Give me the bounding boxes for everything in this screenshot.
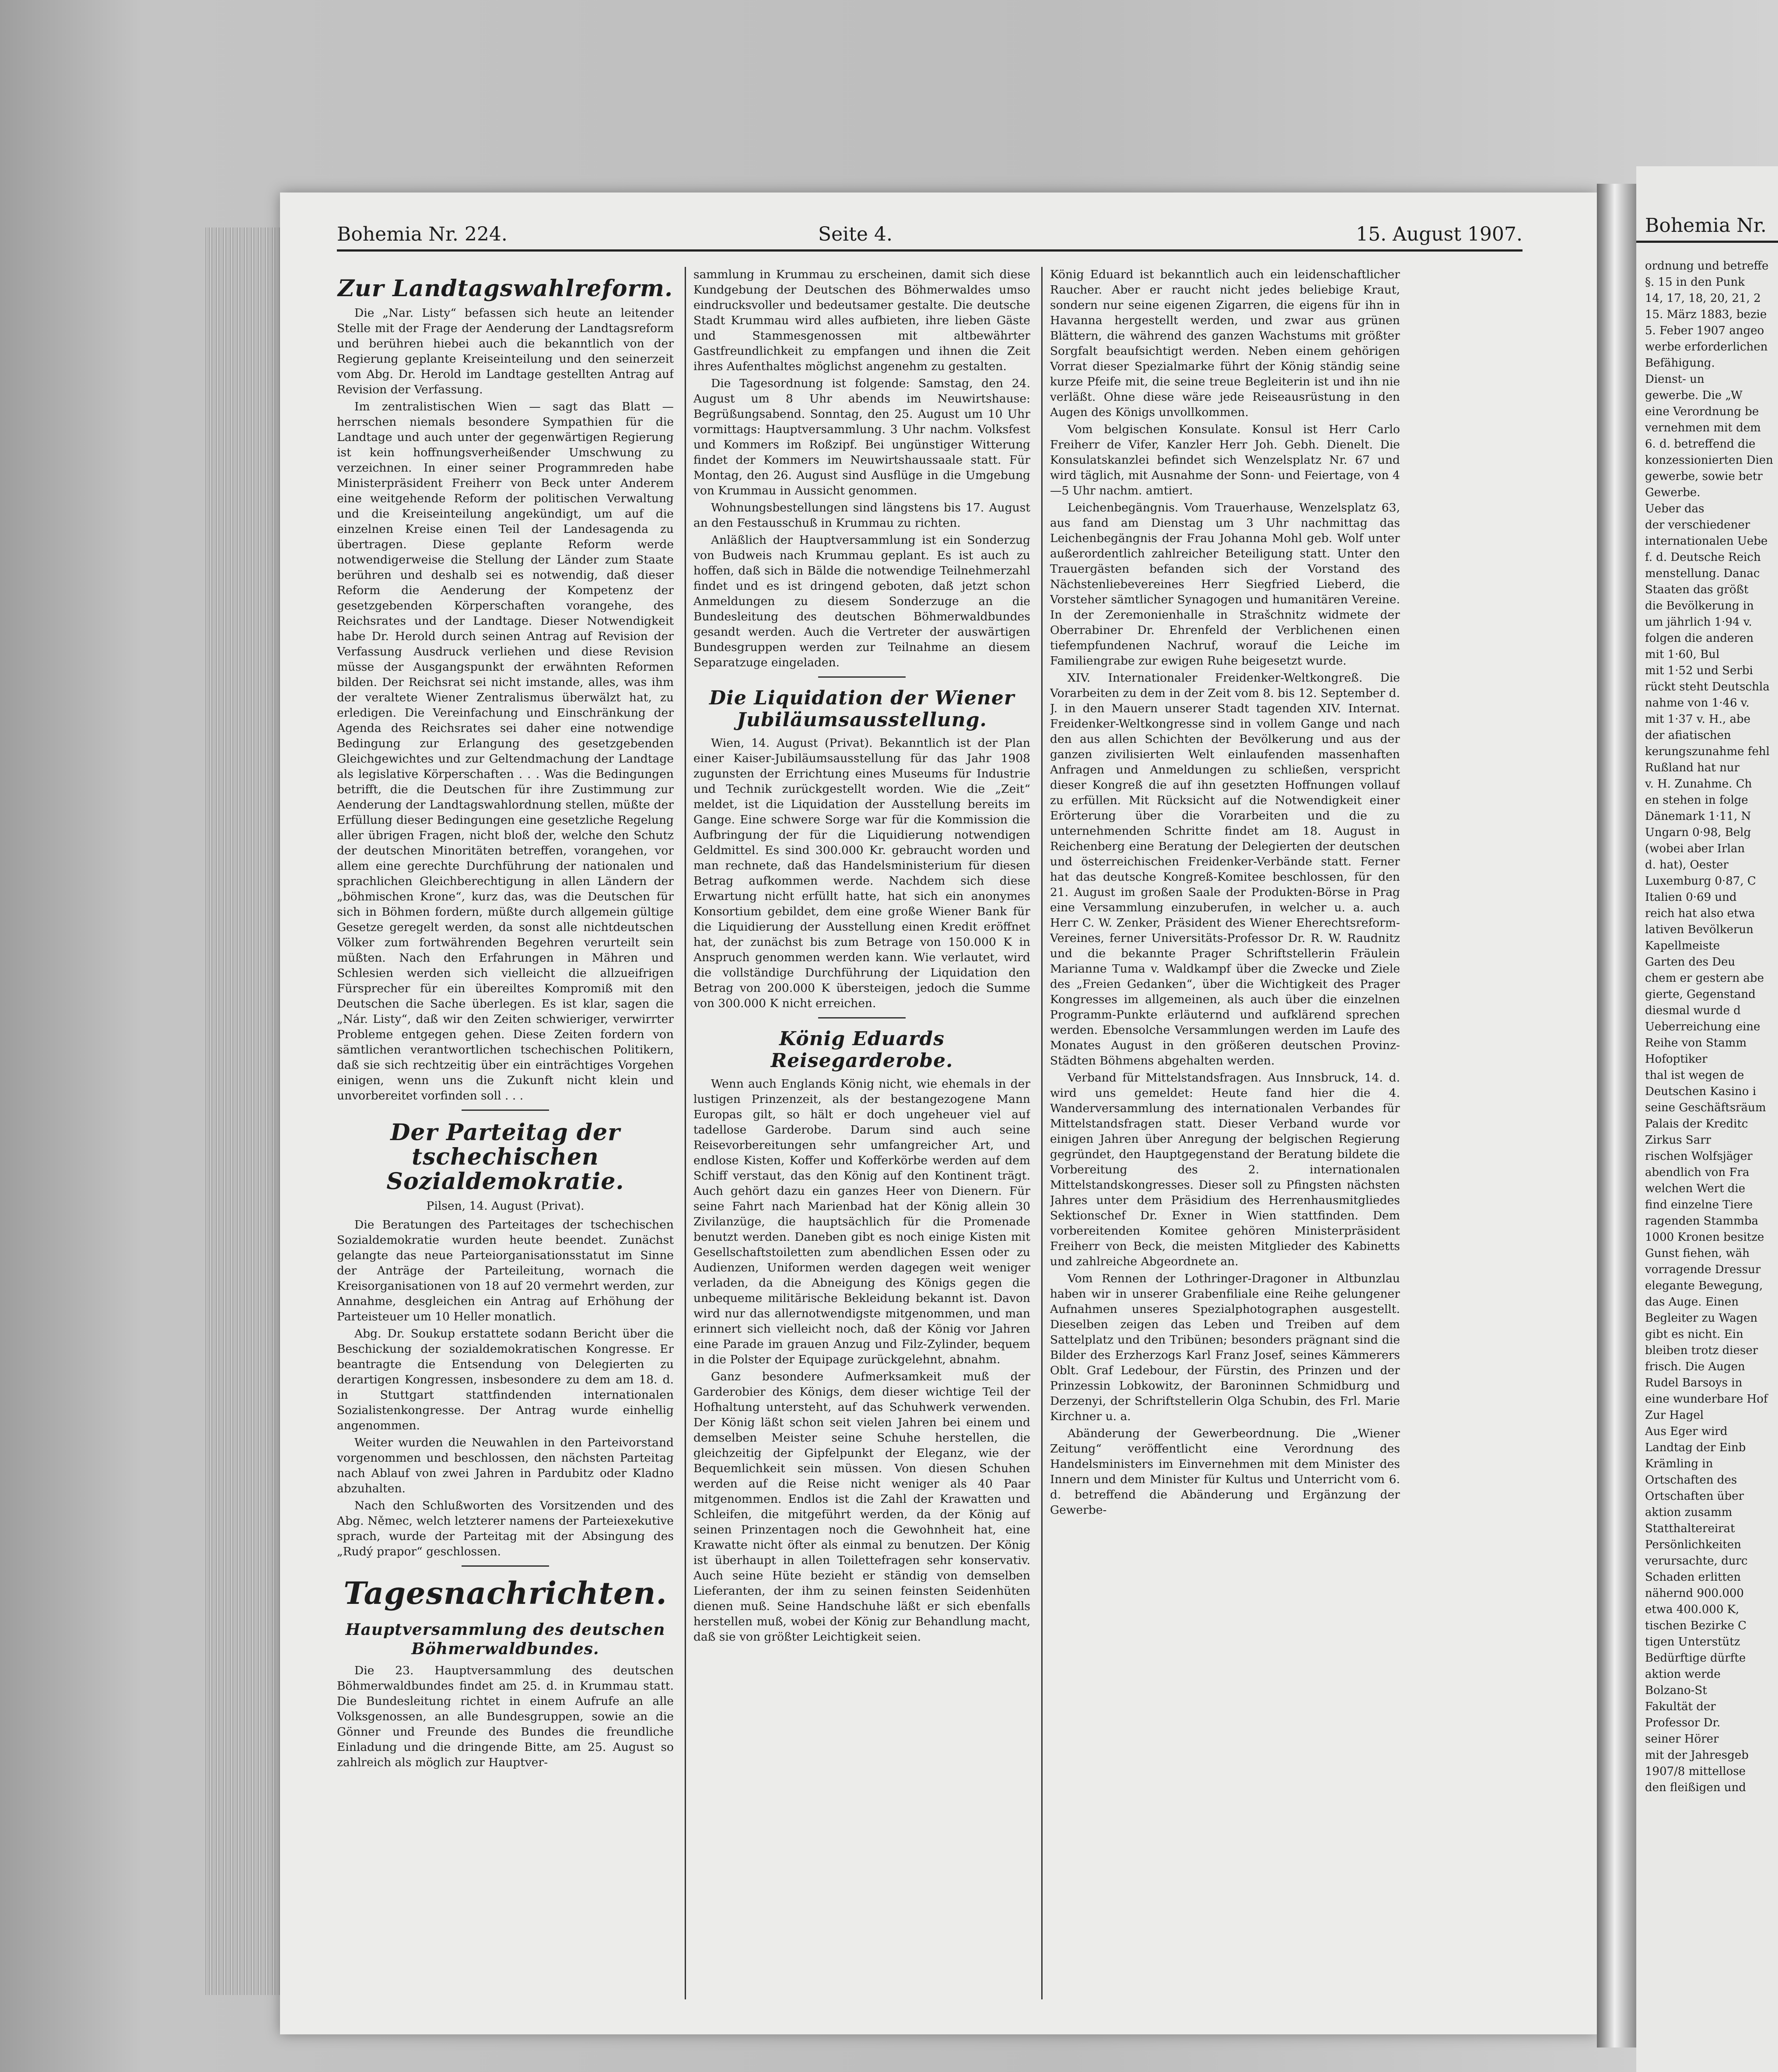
paragraph: Wohnungsbestellungen sind längstens bis 17. August an den Festausschuß in Krummau zu richten. <box>693 501 1030 530</box>
facing-page-line: Zirkus Sarr <box>1645 1134 1712 1147</box>
article-separator <box>818 1017 906 1018</box>
facing-page-line: nähernd 900.000 <box>1645 1587 1744 1600</box>
facing-page-line: aktion werde <box>1645 1668 1721 1681</box>
facing-page-line: seine Geschäftsräum <box>1645 1101 1766 1114</box>
facing-page-line: rückt steht Deutschla <box>1645 680 1770 693</box>
facing-page-line: gewerbe. Die „W <box>1645 389 1743 402</box>
facing-page-line: Krämling in <box>1645 1457 1713 1470</box>
facing-page-line: diesmal wurde d <box>1645 1004 1741 1017</box>
issue-date: 15. August 1907. <box>1356 223 1522 245</box>
facing-page-line: v. H. Zunahme. Ch <box>1645 777 1752 791</box>
facing-page-line: Garten des Deu <box>1645 956 1736 969</box>
paragraph: Wien, 14. August (Privat). Bekanntlich ist der Plan einer Kaiser-Jubiläumsausstellung für das Jahr 1908 zugunsten der Errichtung eines Museums für Industrie und Technik zurückgestellt worden. Wie die „Zeit“ meldet, ist die Liquidation der Ausstellung bereits im Gange. Eine schwere Sorge war für die Kommission die Aufbringung der für die Liquidierung notwendigen Geldmittel. Es sind 300.000 Kr. gebraucht worden und man rechnete, daß das Handelsministerium für diesen Betrag aufkommen werde. Nachdem sich diese Erwartung nicht erfüllt hatte, hat sich ein anonymes Konsortium gebildet, dem eine große Wiener Bank für die Liquidierung der Ausstellung einen Kredit eröffnet hat, der zunächst bis zum Betrage von 150.000 K in Anspruch genommen werden kann. Wie verlautet, wird die vollständige Durchführung der Liquidation den Betrag von 200.000 K übersteigen, jedoch die Summe von 300.000 K nicht erreichen. <box>693 736 1030 1010</box>
paragraph: Wenn auch Englands König nicht, wie ehemals in der lustigen Prinzenzeit, als der bestangezogene Mann Europas gilt, so hält er doch ungeheuer viel auf tadellose Garderobe. Darum sind auch seine Reisevorbereitungen sehr umfangreicher Art, und endlose Kisten, Koffer und Kofferkörbe werden auf dem Schiff verstaut, das den König auf den Kontinent trägt. Auch gehört dazu ein ganzes Heer von Dienern. Für seine Fahrt nach Marienbad hat der König allein 30 Zivilanzüge, die hauptsächlich für die Promenade benutzt werden. Daneben gibt es noch einige Kisten mit Gesellschaftstoiletten zum abendlichen Essen oder zu Audienzen, Uniformen werden dagegen weit weniger verladen, da die Abneigung des Königs gegen die unbequeme militärische Bekleidung bekannt ist. Davon wird nur das allernotwendigste mitgenommen, und man erinnert sich vielleicht noch, daß der König vor Jahren eine Parade im grauen Anzug und Filz-Zylinder, bequem in die Polster der Equipage zurückgelehnt, abnahm. <box>693 1077 1030 1366</box>
facing-page-line: reich hat also etwa <box>1645 907 1755 920</box>
facing-page-line: rischen Wolfsjäger <box>1645 1150 1753 1163</box>
paragraph: Nach den Schlußworten des Vorsitzenden und des Abg. Němec, welch letzterer namens der Parteiexekutive sprach, wurde der Parteitag mit der Absingung des „Rudý prapor“ geschlossen. <box>337 1499 674 1558</box>
facing-page-line: Fakultät der <box>1645 1700 1716 1713</box>
facing-page-line: eine Verordnung be <box>1645 405 1759 418</box>
facing-page-line: eine wunderbare Hof <box>1645 1393 1768 1406</box>
facing-page-line: Landtag der Einb <box>1645 1441 1746 1454</box>
facing-page-line: Rudel Barsoys in <box>1645 1376 1743 1390</box>
facing-page-line: Ueberreichung eine <box>1645 1020 1760 1033</box>
facing-page-line: Aus Eger wird <box>1645 1425 1728 1438</box>
facing-page-line: en stehen in folge <box>1645 794 1748 807</box>
facing-page-line: etwa 400.000 K, <box>1645 1603 1740 1616</box>
facing-page-line: der afiatischen <box>1645 729 1731 742</box>
facing-page-text <box>1645 258 1776 1796</box>
facing-page-line: Kapellmeiste <box>1645 939 1720 952</box>
facing-page-line: chem er gestern abe <box>1645 972 1764 985</box>
article-heading-parteitag: Der Parteitag der tschechischen Sozialdemokratie. <box>386 1119 624 1195</box>
facing-page-line: Italien 0·69 und <box>1645 891 1737 904</box>
facing-page-line: 6. d. betreffend die <box>1645 438 1756 451</box>
facing-page-line: mit 1·60, Bul <box>1645 648 1720 661</box>
book-gutter <box>1597 184 1636 2048</box>
facing-page-line: internationalen Uebe <box>1645 535 1768 548</box>
facing-page-line: f. d. Deutsche Reich <box>1645 551 1761 564</box>
paragraph: Abg. Dr. Soukup erstattete sodann Bericht über die Beschickung der sozialdemokratischen Kongresse. Er beantragte die Entsendung von Delegierten zu derartigen Kongressen, insbesondere zu dem am 18. d. in Stuttgart stattfindenden internationalen Sozialistenkongresse. Der Antrag wurde einhellig angenommen. <box>337 1327 674 1432</box>
facing-page-line: Gunst fiehen, wäh <box>1645 1247 1750 1260</box>
facing-page-line: Palais der Kreditc <box>1645 1117 1748 1130</box>
facing-page-header: Bohemia Nr. <box>1645 214 1767 237</box>
column-rule <box>1041 267 1043 1999</box>
facing-page-line: Professor Dr. <box>1645 1716 1721 1729</box>
facing-page-line: thal ist wegen de <box>1645 1069 1744 1082</box>
facing-page-line: (wobei aber Irlan <box>1645 842 1745 855</box>
article-separator <box>462 1110 549 1111</box>
facing-page-line: mit 1·37 v. H., abe <box>1645 713 1750 726</box>
facing-page-line: 5. Feber 1907 angeo <box>1645 324 1764 337</box>
facing-page-line: Gewerbe. <box>1645 486 1701 499</box>
facing-page-line: aktion zusamm <box>1645 1506 1732 1519</box>
facing-page-line: gierte, Gegenstand <box>1645 988 1756 1001</box>
book-page-edges <box>206 228 284 1995</box>
facing-page-line: das Auge. Einen <box>1645 1295 1739 1309</box>
facing-page-line: Ungarn 0·98, Belg <box>1645 826 1751 839</box>
journal-issue: Bohemia Nr. 224. <box>337 223 508 245</box>
column-rule <box>685 267 686 1999</box>
facing-page-line: Staaten das größt <box>1645 583 1749 596</box>
facing-page-line: vernehmen mit dem <box>1645 421 1761 434</box>
facing-page-line: ragenden Stammba <box>1645 1214 1758 1228</box>
facing-page-line: ordnung und betreffe <box>1645 259 1769 273</box>
facing-page-line: tigen Unterstütz <box>1645 1635 1740 1648</box>
facing-page-line: Persönlichkeiten <box>1645 1538 1741 1551</box>
facing-page-line: Ueber das <box>1645 502 1704 515</box>
facing-page-line: um jährlich 1·94 v. <box>1645 616 1752 629</box>
facing-page-line: folgen die anderen <box>1645 632 1754 645</box>
paragraph: Weiter wurden die Neuwahlen in den Parteivorstand vorgenommen und beschlossen, den nächsten Parteitag nach Ablauf von zwei Jahren in Pardubitz oder Kladno abzuhalten. <box>337 1436 674 1495</box>
facing-page-line: Ortschaften über <box>1645 1490 1744 1503</box>
facing-page-line: Hofoptiker <box>1645 1053 1708 1066</box>
paragraph: Anläßlich der Hauptversammlung ist ein Sonderzug von Budweis nach Krummau geplant. Es ist auch zu hoffen, daß sich in Bälde die notwendige Teilnehmerzahl findet und es ist dringend geboten, daß jetzt schon Anmeldungen zu diesem Sonderzuge an die Bundesleitung des deutschen Böhmerwaldbundes gesandt werden. Auch die Vertreter der auswärtigen Bundesgruppen werden zur Teilnahme an diesem Separatzuge eingeladen. <box>693 533 1030 669</box>
facing-page-line: mit 1·52 und Serbi <box>1645 664 1753 677</box>
paragraph: König Eduard ist bekanntlich auch ein leidenschaftlicher Raucher. Aber er raucht nicht jedes beliebige Kraut, sondern nur seine eigenen Zigarren, die eigens für ihn in Havanna hergestellt werden, und zwar aus grünen Blättern, die während des ganzen Wachstums mit größter Sorgfalt beaufsichtigt werden. Neben einem gehörigen Vorrat dieser Spezialmarke führt der König ständig seine kurze Pfeife mit, die seine treue Begleiterin ist und ihn nie verläßt. Ohne diese wäre jede Reiseausrüstung in den Augen des Königs unvollkommen. <box>1050 268 1400 419</box>
article-separator <box>818 676 906 678</box>
paragraph: Im zentralistischen Wien — sagt das Blatt — herrschen niemals besondere Sympathien für die Landtage und auch unter der gegenwärtigen Regierung ist kein hoffnungsverheißender Umschwung zu verzeichnen. In einer seiner Programmreden habe Ministerpräsident Freiherr von Beck unter Anderem eine weitgehende Reform der politischen Verwaltung und die Kreiseinteilung angekündigt, um auf die einzelnen Kreise einen Teil der Landesagenda zu übertragen. Diese geplante Reform werde notwendigerweise die Stellung der Länder zum Staate berühren und deshalb sei es notwendig, daß dieser Reform die Aenderung der Kompetenz der gesetzgebenden Körperschaften vorangehe, des Reichsrates und der Landtage. Dieser Notwendigkeit habe Dr. Herold durch seinen Antrag auf Revision der Verfassung Ausdruck verliehen und diese Revision müsse der Ausgangspunkt der erwähnten Reformen bilden. Der Reichsrat sei nicht imstande, alles, was ihm der veraltete Wiener Zentralismus überwälzt hat, zu erledigen. Die Vereinfachung und Einschränkung der Agenda des Reichsrates sei daher eine notwendige Bedingung zur Erlangung des gesetzgebenden Gleichgewichtes und zur Geltendmachung der Landtage als legislative Körperschaften . . . Was die Bedingungen betrifft, die die Deutschen für ihre Zustimmung zur Aenderung der Landtagswahlordnung stellen, müßte der Erfüllung dieser Bedingungen eine gesetzliche Regelung aller übrigen Fragen, nicht bloß der, welche den Schutz der deutschen Minoritäten betreffen, vorangehen, vor allem eine gerechte Durchführung der nationalen und sprachlichen Gleichberechtigung in allen Ländern der „böhmischen Krone“, kurz das, was die Deutschen für sich in Böhmen fordern, müßte durch allgemein gültige Gesetze geregelt werden, da sonst alle nichtdeutschen Völker zum fortwährenden Begehren verurteilt sein müßten. Nach den Erfahrungen in Mähren und Schlesien werden sich vielleicht die allzueifrigen Fürsprecher für ein übereiltes Kompromiß mit den Deutschen die Sache überlegen. Es ist klar, sagen die „Nár. Listy“, daß wir den Zeiten schwieriger, verwirrter Probleme entgegen gehen. Diese Zeiten fordern von sämtlichen verantwortlichen tschechischen Politikern, daß sie sich rechtzeitig über ein einträchtiges Vorgehen einigen, wenn uns die Zukunft nicht klein und unvorbereitet vorfinden soll . . . <box>337 400 674 1102</box>
facing-page-line: der verschiedener <box>1645 518 1750 532</box>
paragraph: Verband für Mittelstandsfragen. Aus Innsbruck, 14. d. wird uns gemeldet: Heute fand hier die 4. Wanderversammlung des internationalen Verbandes für Mittelstandsfragen statt. Dieser Verband wurde vor einigen Jahren über Anregung der belgischen Regierung gegründet, den Hauptgegenstand der Beratung bildete die Vorbereitung des 2. internationalen Mittelstandskongresses. Dieser soll zu Pfingsten nächsten Jahres unter dem Präsidium des Herrenhausmitgliedes Sektionschef Dr. Exner in Wien stattfinden. Dem vorbereitenden Komitee gehören Ministerpräsident Freiherr von Beck, die meisten Mitglieder des Kabinetts und zahlreiche Abgeordnete an. <box>1050 1071 1400 1268</box>
facing-page-line: nahme von 1·46 v. <box>1645 696 1750 710</box>
facing-page-line: Reihe von Stamm <box>1645 1036 1747 1050</box>
facing-page-line: seiner Hörer <box>1645 1732 1719 1746</box>
facing-page-line: Befähigung. <box>1645 357 1715 370</box>
paragraph: sammlung in Krummau zu erscheinen, damit sich diese Kundgebung der Deutschen des Böhmerwaldes umso eindrucksvoller und bedeutsamer gestalte. Die deutsche Stadt Krummau wird alles aufbieten, ihre lieben Gäste und Stammesgenossen mit altbewährter Gastfreundlichkeit zu empfangen und ihnen die Zeit ihres Aufenthaltes möglichst angenehm zu gestalten. <box>693 268 1030 373</box>
facing-page-line: §. 15 in den Punk <box>1645 276 1745 289</box>
facing-page-line: 14, 17, 18, 20, 21, 2 <box>1645 292 1761 305</box>
paragraph: XIV. Internationaler Freidenker-Weltkongreß. Die Vorarbeiten zu dem in der Zeit vom 8. bis 12. September d. J. in den Mauern unserer Stadt tagenden XIV. Internat. Freidenker-Weltkongresse sind in vollem Gange und nach den aus allen Schichten der Bevölkerung und aus der ganzen zivilisierten Welt einlaufenden massenhaften Anfragen und Anmeldungen zu schließen, verspricht dieser Kongreß die auf ihn gesetzten Hoffnungen vollauf zu erfüllen. Mit Rücksicht auf die Notwendigkeit einer Erörterung über die Vorarbeiten und die zu unternehmenden Schritte findet am 18. August in Reichenberg eine Beratung der Delegierten der deutschen und österreichischen Freidenker-Verbände statt. Ferner hat das deutsche Kongreß-Komitee beschlossen, für den 21. August im großen Saale der Produkten-Börse in Prag eine Versammlung einzuberufen, in welcher u. a. auch Herr C. W. Zenker, Präsident des Wiener Eherechtsreform-Vereines, ferner Universitäts-Professor Dr. R. W. Raudnitz und die bekannte Prager Schriftstellerin Fräulein Marianne Tuma v. Waldkampf über die Zwecke und Ziele des „Freien Gedanken“, über die Wichtigkeit des Prager Kongresses im allgemeinen, als auch über die einzelnen Programm-Punkte erläuternd und aufklärend sprechen werden. Ebensolche Versammlungen werden im Laufe des Monates August in den größeren deutschen Provinz-Städten Böhmens abgehalten werden. <box>1050 671 1400 1068</box>
facing-page-fragment <box>1636 166 1778 2072</box>
page-header <box>337 223 1522 252</box>
article-heading-reisegarderobe: König Eduards Reisegarderobe. <box>770 1028 953 1072</box>
facing-page-line: Ortschaften des <box>1645 1474 1737 1487</box>
article-separator <box>462 1565 549 1567</box>
facing-page-line: frisch. Die Augen <box>1645 1360 1745 1373</box>
facing-page-line: Begleiter zu Wagen <box>1645 1312 1758 1325</box>
paragraph: Die 23. Hauptversammlung des deutschen Böhmerwaldbundes findet am 25. d. in Krummau statt. Die Bundesleitung richtet in einem Aufrufe an alle Volksgenossen, an alle Bundesgruppen, sowie an die Gönner und Freunde des Bundes die freundliche Einladung und die dringende Bitte, am 25. August so zahlreich als möglich zur Hauptver- <box>337 1664 674 1769</box>
facing-page-line: abendlich von Fra <box>1645 1166 1750 1179</box>
article-heading-hauptversammlung: Hauptversammlung des deutschen Böhmerwaldbundes. <box>345 1620 665 1658</box>
facing-page-line: verursachte, durc <box>1645 1554 1748 1568</box>
column-3 <box>1050 267 1400 1999</box>
facing-page-line: d. hat), Oester <box>1645 858 1729 872</box>
facing-page-line: menstellung. Danac <box>1645 567 1760 580</box>
page-number: Seite 4. <box>818 223 892 245</box>
paragraph: Die Tagesordnung ist folgende: Samstag, den 24. August um 8 Uhr abends im Neuwirtshause: Begrüßungsabend. Sonntag, den 25. August um 10 Uhr vormittags: Hauptversammlung. 3 Uhr nachm. Volksfest und Kommers im Roßzipf. Bei ungünstiger Witterung findet der Kommers im Neuwirtshaussaale statt. Für Montag, den 26. August sind Ausflüge in die Umgebung von Krummau in Aussicht genommen. <box>693 377 1030 497</box>
facing-page-line: gewerbe, sowie betr <box>1645 470 1763 483</box>
section-heading-tagesnachrichten: Tagesnachrichten. <box>343 1575 667 1611</box>
facing-page-line: Dänemark 1·11, N <box>1645 810 1751 823</box>
paragraph: Vom Rennen der Lothringer-Dragoner in Altbunzlau haben wir in unserer Grabenfiliale eine Reihe gelungener Aufnahmen unseres Spezialphotographen ausgestellt. Dieselben zeigen das Leben und Treiben auf dem Sattelplatz und den Tribünen; besonders prägnant sind die Bilder des Erzherzogs Karl Franz Josef, seines Kämmerers Oblt. Graf Ledebour, der Fürstin, des Prinzen und der Prinzessin Lobkowitz, der Baroninnen Schmidburg und Derzenyi, der Schriftstellerin Olga Schubin, des Frl. Marie Kirchner u. a. <box>1050 1272 1400 1423</box>
facing-page-line: Dienst- un <box>1645 373 1704 386</box>
facing-page-line: find einzelne Tiere <box>1645 1198 1753 1211</box>
facing-page-line: Zur Hagel <box>1645 1409 1704 1422</box>
facing-page-line: elegante Bewegung, <box>1645 1279 1763 1292</box>
facing-page-line: den fleißigen und <box>1645 1781 1746 1794</box>
facing-page-line: Schaden erlitten <box>1645 1571 1741 1584</box>
facing-page-line: Rußland hat nur <box>1645 761 1740 774</box>
facing-page-line: Bolzano-St <box>1645 1684 1707 1697</box>
facing-page-line: tischen Bezirke C <box>1645 1619 1747 1632</box>
facing-page-line: welchen Wert die <box>1645 1182 1746 1195</box>
column-2 <box>693 267 1030 1999</box>
facing-page-line: Bedürftige dürfte <box>1645 1652 1746 1665</box>
paragraph: Ganz besondere Aufmerksamkeit muß der Garderobier des Königs, dem dieser wichtige Teil der Hofhaltung untersteht, auf das Schuhwerk verwenden. Der König läßt schon seit vielen Jahren bei einem und demselben Meister seine Schuhe herstellen, die gleichzeitig der Gipfelpunkt der Eleganz, wie der Bequemlichkeit sein müssen. Von diesen Schuhen werden auf die Reise nicht weniger als 40 Paar mitgenommen. Endlos ist die Zahl der Krawatten und Schleifen, die mitgeführt werden, da der König auf seinen Prinzentagen noch die Gewohnheit hat, eine Krawatte nicht öfter als einmal zu benutzen. Der König ist überhaupt in allen Toilettefragen sehr konservativ. Auch seine Hüte bezieht er ständig von demselben Lieferanten, der ihm zu seinen feinsten Seidenhüten dienen muß. Seine Handschuhe läßt er sich ebenfalls herstellen muß, wobei der König zur Behandlung macht, daß sie von größter Leichtigkeit seien. <box>693 1370 1030 1644</box>
column-1 <box>337 267 674 1999</box>
dateline: Pilsen, 14. August (Privat). <box>426 1199 584 1213</box>
paragraph: Die „Nar. Listy“ befassen sich heute an leitender Stelle mit der Frage der Aenderung der Landtagsreform und berühren hiebei auch die bekanntlich von der Regierung geplante Kreiseinteilung und den seinerzeit vom Abg. Dr. Herold im Landtage gestellten Antrag auf Revision der Verfassung. <box>337 306 674 396</box>
facing-page-line: bleiben trotz dieser <box>1645 1344 1758 1357</box>
facing-page-line: konzessionierten Dien <box>1645 454 1773 467</box>
facing-page-line: werbe erforderlichen <box>1645 340 1768 354</box>
facing-page-line: gibt es nicht. Ein <box>1645 1328 1743 1341</box>
paragraph: Abänderung der Gewerbeordnung. Die „Wiener Zeitung“ veröffentlicht eine Verordnung des Handelsministers im Einvernehmen mit dem Minister des Innern und dem Minister für Kultus und Unterricht vom 6. d. betreffend die Abänderung und Ergänzung der Gewerbe- <box>1050 1427 1400 1517</box>
article-heading-landtagswahlreform: Zur Landtagswahlreform. <box>337 275 673 302</box>
facing-page-line: 1000 Kronen besitze <box>1645 1231 1764 1244</box>
facing-page-line: lativen Bevölkerun <box>1645 923 1754 936</box>
facing-page-line: kerungszunahme fehl <box>1645 745 1770 758</box>
facing-page-line: 1907/8 mittellose <box>1645 1765 1746 1778</box>
facing-page-rule <box>1636 241 1778 243</box>
article-heading-liquidation: Die Liquidation der Wiener Jubiläumsausstellung. <box>709 687 1015 731</box>
facing-page-line: 15. März 1883, bezie <box>1645 308 1767 321</box>
facing-page-line: Luxemburg 0·87, C <box>1645 875 1756 888</box>
facing-page-line: vorragende Dressur <box>1645 1263 1761 1276</box>
facing-page-line: Statthaltereirat <box>1645 1522 1735 1535</box>
facing-page-line: mit der Jahresgeb <box>1645 1749 1749 1762</box>
facing-page-line: Deutschen Kasino i <box>1645 1085 1757 1098</box>
facing-page-line: die Bevölkerung in <box>1645 599 1754 612</box>
paragraph: Vom belgischen Konsulate. Konsul ist Herr Carlo Freiherr de Vifer, Kanzler Herr Joh. Gebh. Dienelt. Die Konsulatskanzlei befindet sich Wenzelsplatz Nr. 67 und wird täglich, mit Ausnahme der Sonn- und Feiertage, von 4—5 Uhr nachm. amtiert. <box>1050 423 1400 497</box>
paragraph: Leichenbegängnis. Vom Trauerhause, Wenzelsplatz 63, aus fand am Dienstag um 3 Uhr nachmittag das Leichenbegängnis der Frau Johanna Mohl geb. Wolf unter außerordentlich zahlreicher Beteiligung statt. Unter den Trauergästen befanden sich der Vorstand des Nächstenliebevereines Herr Siegfried Lieberd, die Vorsteher sämtlicher Synagogen und humanitären Vereine. In der Zeremonienhalle in Strašchnitz widmete der Oberrabiner Dr. Ehrenfeld der Verblichenen einen tiefempfundenen Nachruf, worauf die Leiche im Familiengrabe zur ewigen Ruhe beigesetzt wurde. <box>1050 501 1400 668</box>
paragraph: Die Beratungen des Parteitages der tschechischen Sozialdemokratie wurden heute beendet. Zunächst gelangte das neue Parteiorganisationsstatut im Sinne der Anträge der Parteileitung, wornach die Kreisorganisationen von 18 auf 20 vermehrt werden, zur Annahme, desgleichen ein Antrag auf Erhöhung der Parteisteuer um 10 Heller monatlich. <box>337 1218 674 1323</box>
newspaper-page <box>280 192 1597 2034</box>
